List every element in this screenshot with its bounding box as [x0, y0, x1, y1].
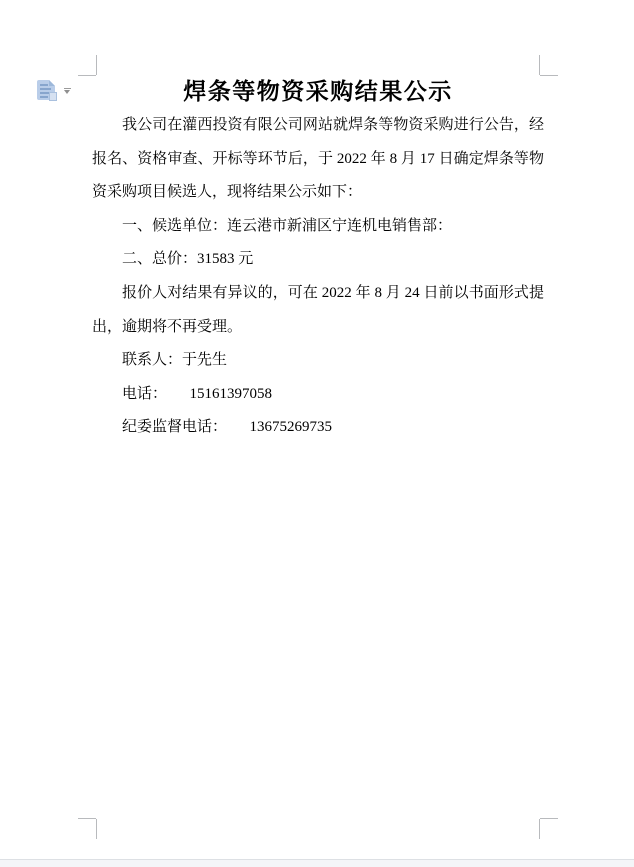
page-fold-edge	[49, 80, 55, 86]
paste-icon-line	[40, 96, 48, 98]
paragraph[interactable]: 二、总价：31583 元	[122, 251, 254, 268]
document-text-area[interactable]	[92, 75, 544, 445]
mini-sheet	[49, 92, 57, 101]
paragraph[interactable]: 联系人：于先生	[122, 352, 228, 369]
crop-mark-bottom-left	[96, 819, 97, 839]
paragraph[interactable]: 一、候选单位：连云港市新浦区宁连机电销售部：	[122, 217, 453, 234]
paste-options-icon	[37, 80, 55, 100]
paragraph[interactable]: 纪委监督电话： 13675269735	[122, 419, 333, 436]
bottom-bar	[0, 859, 634, 867]
paste-icon-line	[40, 88, 51, 90]
paragraph[interactable]: 电话： 15161397058	[122, 385, 273, 402]
document-title[interactable]: 焊条等物资采购结果公示	[183, 79, 453, 104]
crop-mark-bottom-right	[540, 818, 558, 819]
crop-mark-top-right	[539, 55, 540, 75]
paste-options-button[interactable]	[37, 80, 73, 102]
crop-mark-bottom-right	[539, 819, 540, 839]
paste-icon-line	[40, 84, 48, 86]
paragraph[interactable]: 报价人对结果有异议的，可在 2022 年 8 月 24 日前以书面形式提出，逾期将不再受理。	[92, 284, 544, 335]
crop-mark-bottom-left	[78, 818, 96, 819]
paragraph[interactable]: 我公司在灌西投资有限公司网站就焊条等物资采购进行公告，经报名、资格审查、开标等环节后，于 2022 年 8 月 17 日确定焊条等物资采购项目候选人，现将结果公示如下：	[92, 117, 544, 201]
crop-mark-top-left	[96, 55, 97, 75]
chevron-down-icon[interactable]	[63, 88, 71, 94]
